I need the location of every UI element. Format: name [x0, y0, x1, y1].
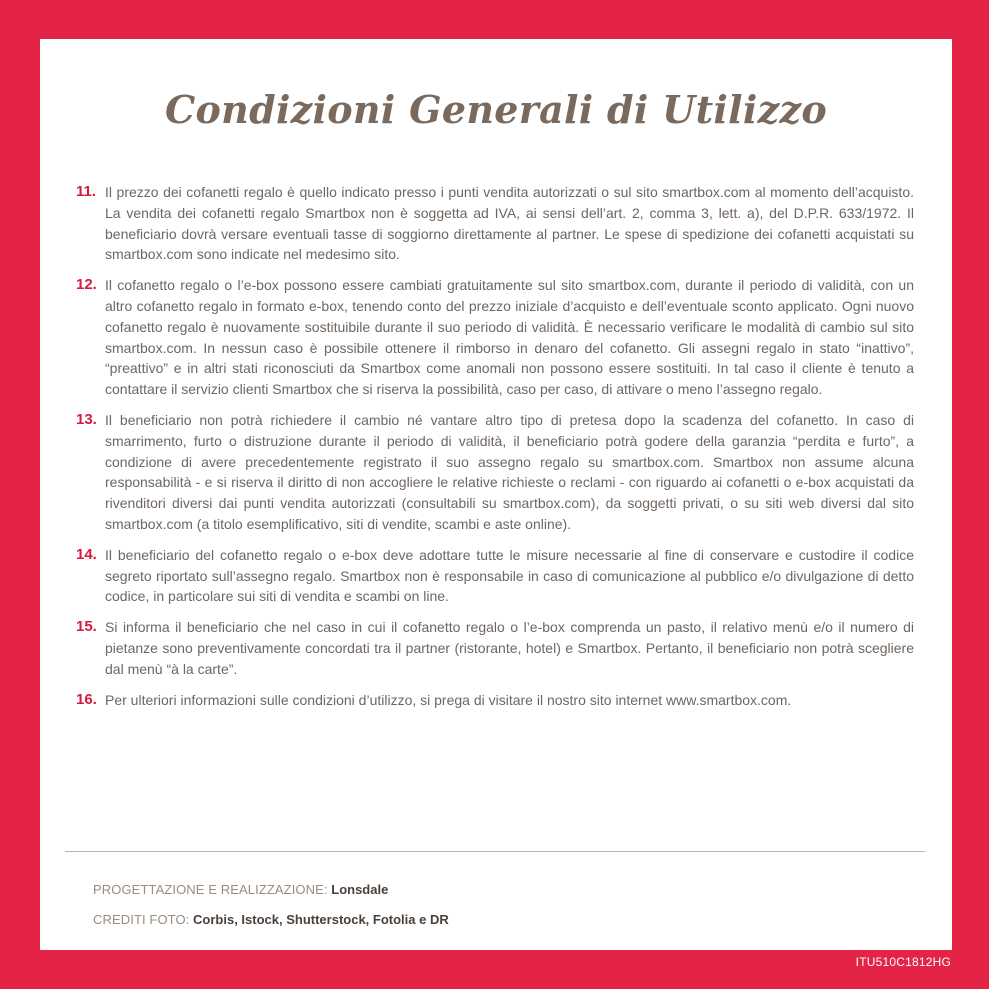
clause-text: Il prezzo dei cofanetti regalo è quello indicato presso i punti vendita autorizzati o sul sito smartbox.com al momento dell’acquisto. La vendita dei cofanetti regalo Smartbox non è soggetta ad IVA, ai sensi dell’art. 2, comma 3, lett. a), del D.P.R. 633/1972. Il beneficiario dovrà versare eventuali tasse di soggiorno direttamente al partner. Le spese di spedizione dei cofanetti acquistati su smartbox.com sono indicate nel medesimo sito.	[105, 184, 914, 263]
photo-credit	[93, 905, 449, 935]
photo-credit-label: CREDITI FOTO:	[93, 912, 190, 927]
page-title: Condizioni Generali di Utilizzo	[164, 87, 828, 132]
design-credit	[93, 875, 449, 905]
divider	[65, 851, 925, 852]
clause-item	[76, 617, 914, 679]
photo-credit-value: Corbis, Istock, Shutterstock, Fotolia e DR	[193, 912, 449, 927]
clause-number: 12.	[76, 276, 97, 294]
credits-block	[93, 875, 449, 935]
clause-number: 16.	[76, 690, 97, 708]
clause-text: Per ulteriori informazioni sulle condizioni d’utilizzo, si prega di visitare il nostro sito internet www.smartbox.com.	[105, 691, 792, 708]
design-credit-label: PROGETTAZIONE E REALIZZAZIONE:	[93, 882, 328, 897]
clause-text: Il cofanetto regalo o l’e-box possono essere cambiati gratuitamente sul sito smartbox.com, durante il periodo di validità, con un altro cofanetto regalo in formato e-box, tenendo conto del prezzo iniziale d’acquisto e dell’eventuale sconto applicato. Ogni nuovo cofanetto regalo è nuovamente sostituibile durante il suo periodo di validità. È necessario verificare le modalità di cambio sul sito smartbox.com. In nessun caso è possibile ottenere il rimborso in denaro del cofanetto. Gli assegni regalo in stato “inattivo”, “preattivo” e in altri stati riconosciuti da Smartbox come anomali non possono essere sostituiti. In tal caso il cliente è tenuto a contattare il servizio clienti Smartbox che si riserva la possibilità, caso per caso, di attivare o meno l’assegno regalo.	[105, 277, 914, 398]
clause-item	[76, 275, 914, 400]
clause-text: Il beneficiario non potrà richiedere il cambio né vantare altro tipo di pretesa dopo la scadenza del cofanetto. In caso di smarrimento, furto o distruzione durante il periodo di validità, il beneficiario potrà godere della garanzia “perdita e furto”, a condizione di avere precedentemente registrato il suo assegno regalo su smartbox.com. Smartbox non assume alcuna responsabilità - e si riserva il diritto di non accogliere le relative richieste o reclami - con riguardo ai cofanetti o e-box acquistati da rivenditori diversi dai punti vendita autorizzati (consultabili su smartbox.com), da soggetti privati, o su siti web diversi dal sito smartbox.com (a titolo esemplificativo, siti di vendite, scambi e aste online).	[105, 411, 914, 532]
clause-item	[76, 182, 914, 265]
clause-item	[76, 690, 914, 711]
clause-text: Si informa il beneficiario che nel caso in cui il cofanetto regalo o l’e-box comprenda un pasto, il relativo menù e/o il numero di pietanze sono preventivamente concordati tra il partner (ristorante, hotel) e Smartbox. Pertanto, il beneficiario non potrà scegliere dal menù “à la carte”.	[105, 619, 914, 677]
design-credit-value: Lonsdale	[331, 882, 389, 897]
document-page	[40, 39, 952, 950]
clause-list	[76, 182, 914, 720]
product-code: ITU510C1812HG	[855, 955, 951, 969]
clause-text: Il beneficiario del cofanetto regalo o e-box deve adottare tutte le misure necessarie al fine di conservare e custodire il codice segreto riportato sull’assegno regalo. Smartbox non è responsabile in caso di comunicazione al pubblico e/o divulgazione di detto codice, in particolare sui siti di vendita e scambi on line.	[105, 546, 914, 605]
clause-item	[76, 545, 914, 607]
clause-item	[76, 410, 914, 535]
clause-number: 14.	[76, 545, 97, 563]
clause-number: 11.	[76, 183, 97, 200]
clause-number: 13.	[76, 410, 97, 428]
clause-number: 15.	[76, 618, 97, 636]
